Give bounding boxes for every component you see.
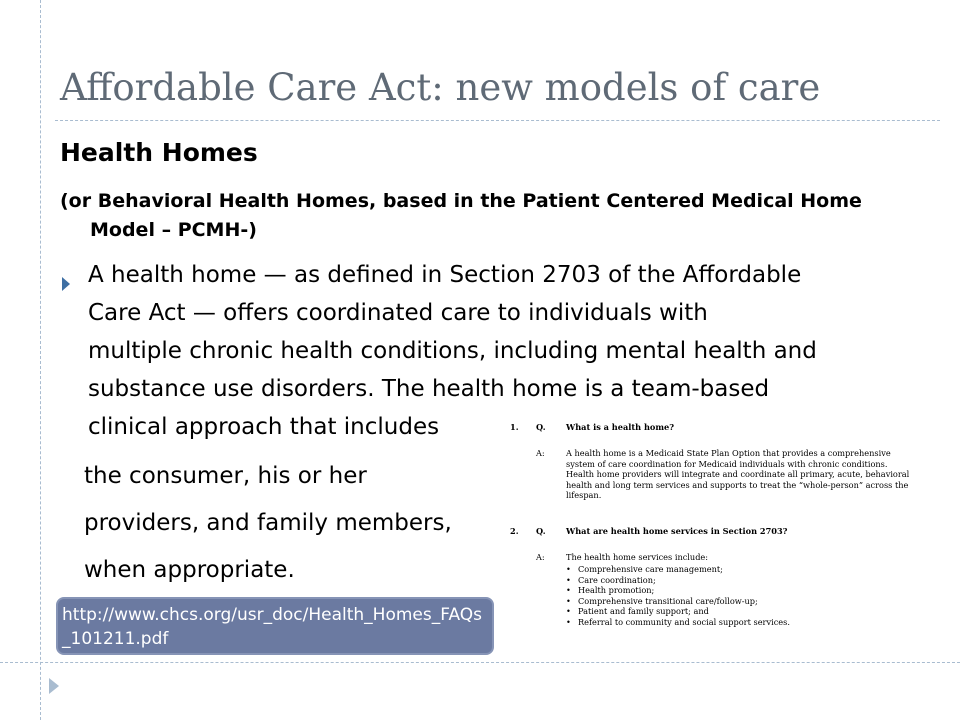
faq-answer-text: A health home is a Medicaid State Plan Option that provides a comprehensive system of care coordination for Medicaid individuals with chronic conditions. Health home providers will integrate and coordinate all primary, acute, behavioral health and long term services and supports to treat the “whole-person” across the lifespan. [566,448,910,500]
bullet-text-line: substance use disorders. The health home is a team-based [88,376,770,402]
faq-question-text: What is a health home? [566,422,675,432]
bullet-arrow-icon [62,277,70,291]
footer-arrow-icon [49,678,59,694]
faq-excerpt-image [502,418,920,656]
continuation-line: providers, and family members, [84,510,452,536]
faq-service-item: • Care coordination; [566,575,911,586]
title-divider [55,120,940,121]
faq-question-text: What are health home services in Section 2703? [566,526,788,536]
faq-number: 2. [510,526,519,536]
bullet-text-line: multiple chronic health conditions, including mental health and [88,338,817,364]
left-guide-rule [40,0,41,720]
bullet-text-line: clinical approach that includes [88,414,440,440]
footer-divider [0,662,960,663]
faq-q-label: Q. [536,422,546,432]
faq-a-label: A: [536,448,545,458]
continuation-line: when appropriate. [84,557,295,583]
faq-service-item: • Referral to community and social support services. [566,617,911,628]
slide-title: Affordable Care Act: new models of care [60,66,821,109]
section-subheading: (or Behavioral Health Homes, based in the Patient Centered Medical Home Model – PCMH-) [60,190,862,241]
faq-q-label: Q. [536,526,546,536]
continuation-line: the consumer, his or her [84,463,367,489]
faq-service-item: • Comprehensive transitional care/follow-up; [566,596,911,607]
bullet-text-line: A health home — as defined in Section 2703 of the Affordable [88,262,802,288]
faq-answer-intro: The health home services include: [566,552,709,562]
faq-a-label: A: [536,552,545,562]
faq-number: 1. [510,422,519,432]
faq-service-item: • Patient and family support; and [566,606,911,617]
faq-service-item: • Health promotion; [566,585,911,596]
section-heading: Health Homes [60,138,258,167]
source-link[interactable]: http://www.chcs.org/usr_doc/Health_Homes_FAQs_101211.pdf [56,597,494,655]
faq-service-item: • Comprehensive care management; [566,564,911,575]
bullet-text-line: Care Act — offers coordinated care to individuals with [88,300,708,326]
